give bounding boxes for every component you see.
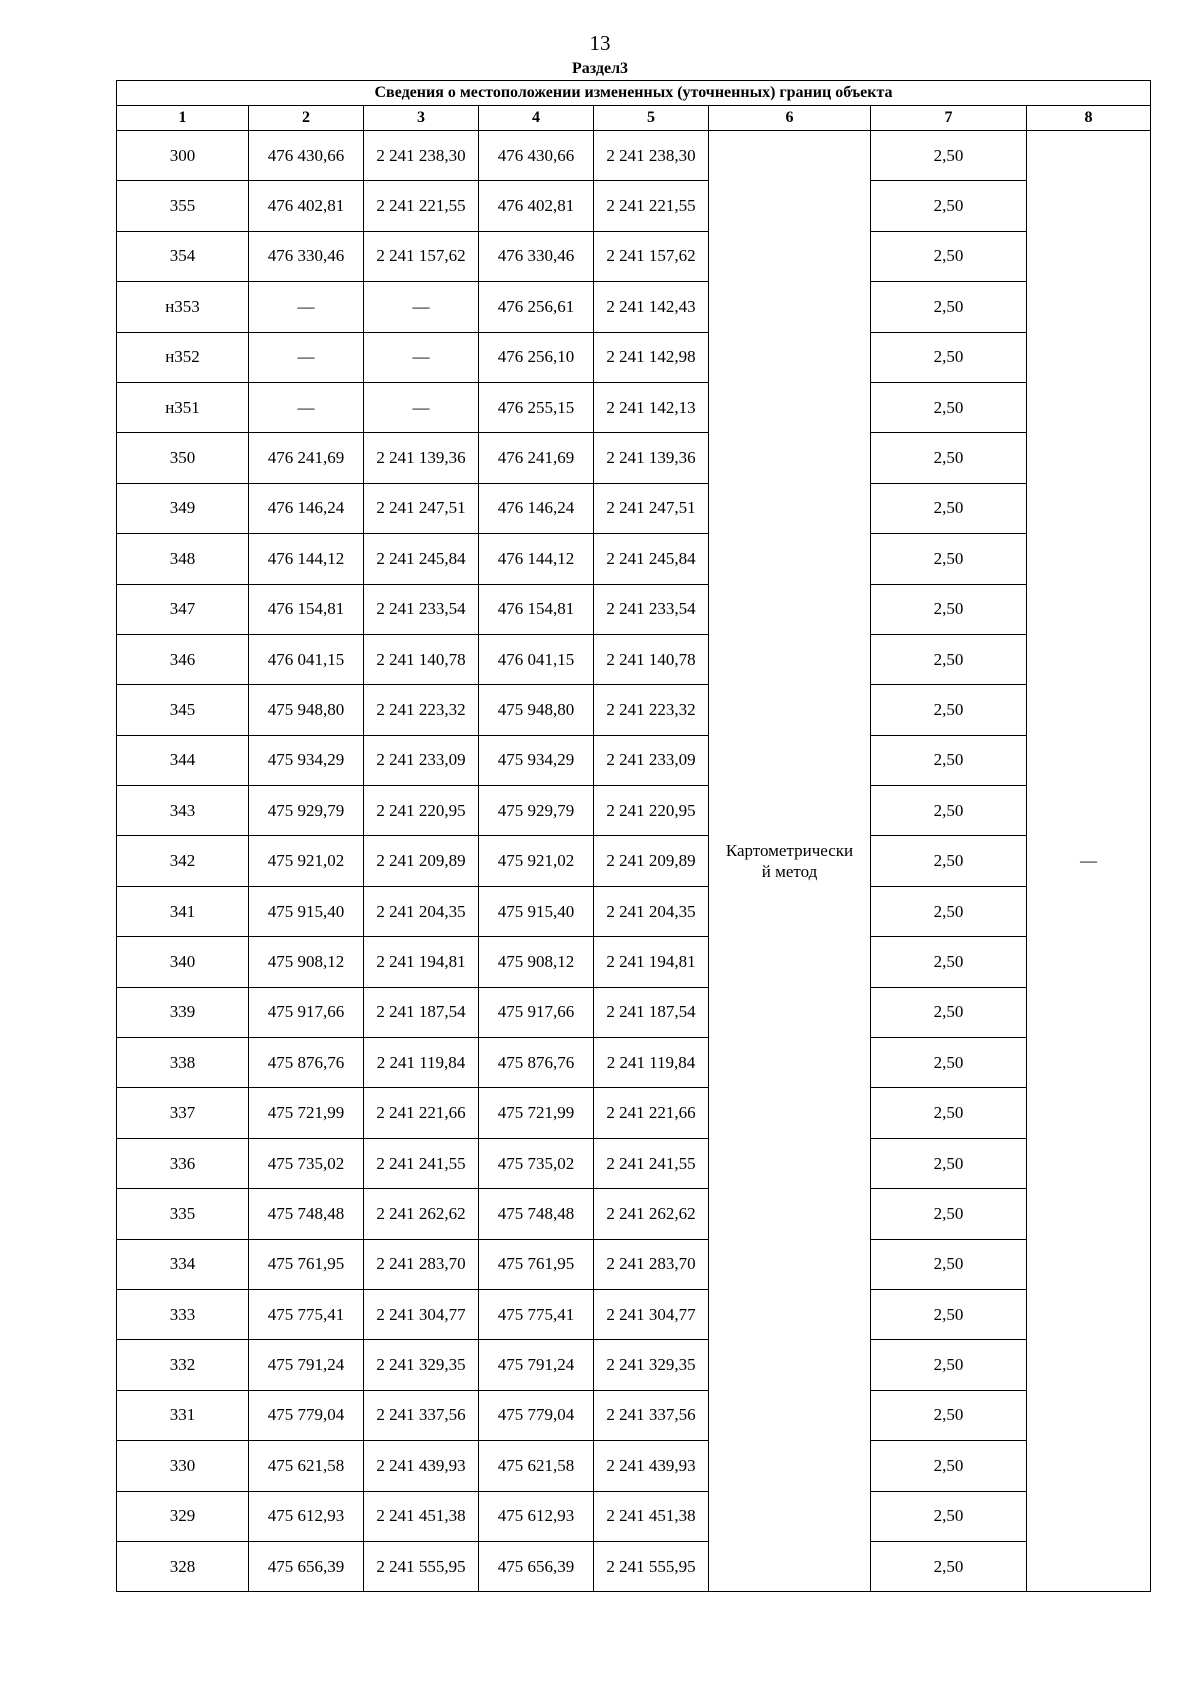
new-y-cell: 2 241 119,84 (594, 1038, 709, 1088)
table-title: Сведения о местоположении измененных (уточненных) границ объекта (117, 81, 1151, 106)
new-y-cell: 2 241 220,95 (594, 786, 709, 836)
table-body (117, 131, 1151, 1592)
new-x-cell: 475 876,76 (479, 1038, 594, 1088)
table-row (117, 987, 1151, 1037)
new-x-cell: 476 041,15 (479, 634, 594, 684)
new-y-cell: 2 241 304,77 (594, 1289, 709, 1339)
new-x-cell: 475 775,41 (479, 1289, 594, 1339)
old-x-cell: — (249, 282, 364, 332)
table-row (117, 382, 1151, 432)
point-number-cell: 344 (117, 735, 249, 785)
new-x-cell: 476 430,66 (479, 131, 594, 181)
point-number-cell: 334 (117, 1239, 249, 1289)
new-x-cell: 475 908,12 (479, 937, 594, 987)
new-x-cell: 475 612,93 (479, 1491, 594, 1541)
table-row (117, 332, 1151, 382)
new-y-cell: 2 241 329,35 (594, 1340, 709, 1390)
method-cell (709, 131, 871, 1592)
old-y-cell: 2 241 223,32 (364, 685, 479, 735)
accuracy-cell: 2,50 (871, 1088, 1027, 1138)
new-x-cell: 475 761,95 (479, 1239, 594, 1289)
table-row (117, 1138, 1151, 1188)
old-y-cell: 2 241 140,78 (364, 634, 479, 684)
new-y-cell: 2 241 555,95 (594, 1541, 709, 1591)
accuracy-cell: 2,50 (871, 735, 1027, 785)
new-y-cell: 2 241 157,62 (594, 231, 709, 281)
new-y-cell: 2 241 245,84 (594, 534, 709, 584)
column-header-1: 1 (117, 106, 249, 131)
accuracy-cell: 2,50 (871, 332, 1027, 382)
table-row (117, 1491, 1151, 1541)
accuracy-cell: 2,50 (871, 433, 1027, 483)
new-x-cell: 475 621,58 (479, 1441, 594, 1491)
point-number-cell: 342 (117, 836, 249, 886)
old-x-cell: 475 876,76 (249, 1038, 364, 1088)
point-number-cell: 355 (117, 181, 249, 231)
new-y-cell: 2 241 139,36 (594, 433, 709, 483)
old-y-cell: 2 241 221,66 (364, 1088, 479, 1138)
new-y-cell: 2 241 187,54 (594, 987, 709, 1037)
old-y-cell: 2 241 220,95 (364, 786, 479, 836)
new-x-cell: 475 721,99 (479, 1088, 594, 1138)
old-x-cell: 476 402,81 (249, 181, 364, 231)
table-row (117, 1541, 1151, 1591)
accuracy-cell: 2,50 (871, 1289, 1027, 1339)
old-y-cell: 2 241 233,54 (364, 584, 479, 634)
accuracy-cell: 2,50 (871, 1189, 1027, 1239)
old-x-cell: 475 748,48 (249, 1189, 364, 1239)
old-x-cell: 475 775,41 (249, 1289, 364, 1339)
table-row (117, 1038, 1151, 1088)
new-x-cell: 476 256,61 (479, 282, 594, 332)
accuracy-cell: 2,50 (871, 685, 1027, 735)
old-x-cell: 475 779,04 (249, 1390, 364, 1440)
accuracy-cell: 2,50 (871, 584, 1027, 634)
new-y-cell: 2 241 204,35 (594, 886, 709, 936)
old-x-cell: 475 721,99 (249, 1088, 364, 1138)
point-number-cell: 329 (117, 1491, 249, 1541)
point-number-cell: 341 (117, 886, 249, 936)
old-x-cell: 475 929,79 (249, 786, 364, 836)
accuracy-cell: 2,50 (871, 131, 1027, 181)
accuracy-cell: 2,50 (871, 836, 1027, 886)
old-y-cell: 2 241 337,56 (364, 1390, 479, 1440)
old-y-cell: 2 241 439,93 (364, 1441, 479, 1491)
accuracy-cell: 2,50 (871, 382, 1027, 432)
old-x-cell: 475 948,80 (249, 685, 364, 735)
point-number-cell: 340 (117, 937, 249, 987)
table-row (117, 231, 1151, 281)
accuracy-cell: 2,50 (871, 483, 1027, 533)
old-x-cell: 476 144,12 (249, 534, 364, 584)
page-number: 13 (589, 31, 611, 55)
new-x-cell: 476 146,24 (479, 483, 594, 533)
old-x-cell: 476 041,15 (249, 634, 364, 684)
table-row (117, 786, 1151, 836)
old-x-cell: 475 656,39 (249, 1541, 364, 1591)
accuracy-cell: 2,50 (871, 1491, 1027, 1541)
old-x-cell: — (249, 332, 364, 382)
point-number-cell: 338 (117, 1038, 249, 1088)
column-header-7: 7 (871, 106, 1027, 131)
method-line-1: Картометрически (725, 841, 854, 861)
old-x-cell: — (249, 382, 364, 432)
point-number-cell: 350 (117, 433, 249, 483)
table-row (117, 1289, 1151, 1339)
new-x-cell: 475 748,48 (479, 1189, 594, 1239)
new-x-cell: 475 948,80 (479, 685, 594, 735)
column-8-cell: — (1027, 131, 1151, 1592)
new-x-cell: 475 934,29 (479, 735, 594, 785)
accuracy-cell: 2,50 (871, 1038, 1027, 1088)
accuracy-cell: 2,50 (871, 1541, 1027, 1591)
accuracy-cell: 2,50 (871, 181, 1027, 231)
old-y-cell: 2 241 194,81 (364, 937, 479, 987)
table-row (117, 685, 1151, 735)
new-y-cell: 2 241 283,70 (594, 1239, 709, 1289)
old-x-cell: 476 241,69 (249, 433, 364, 483)
point-number-cell: 348 (117, 534, 249, 584)
new-x-cell: 476 241,69 (479, 433, 594, 483)
accuracy-cell: 2,50 (871, 786, 1027, 836)
new-y-cell: 2 241 194,81 (594, 937, 709, 987)
new-x-cell: 476 330,46 (479, 231, 594, 281)
table-row (117, 433, 1151, 483)
old-y-cell: 2 241 262,62 (364, 1189, 479, 1239)
old-y-cell: 2 241 247,51 (364, 483, 479, 533)
old-x-cell: 476 330,46 (249, 231, 364, 281)
accuracy-cell: 2,50 (871, 1138, 1027, 1188)
column-header-5: 5 (594, 106, 709, 131)
point-number-cell: 337 (117, 1088, 249, 1138)
new-y-cell: 2 241 238,30 (594, 131, 709, 181)
column-header-2: 2 (249, 106, 364, 131)
old-y-cell: 2 241 283,70 (364, 1239, 479, 1289)
accuracy-cell: 2,50 (871, 1441, 1027, 1491)
point-number-cell: 354 (117, 231, 249, 281)
point-number-cell: н351 (117, 382, 249, 432)
column-header-3: 3 (364, 106, 479, 131)
new-y-cell: 2 241 142,98 (594, 332, 709, 382)
table-row (117, 634, 1151, 684)
old-y-cell: 2 241 187,54 (364, 987, 479, 1037)
accuracy-cell: 2,50 (871, 231, 1027, 281)
accuracy-cell: 2,50 (871, 634, 1027, 684)
accuracy-cell: 2,50 (871, 282, 1027, 332)
section-title: Раздел3 (571, 60, 629, 77)
old-x-cell: 475 791,24 (249, 1340, 364, 1390)
table-row (117, 1239, 1151, 1289)
new-y-cell: 2 241 142,43 (594, 282, 709, 332)
new-y-cell: 2 241 262,62 (594, 1189, 709, 1239)
new-x-cell: 476 154,81 (479, 584, 594, 634)
new-y-cell: 2 241 140,78 (594, 634, 709, 684)
new-x-cell: 475 929,79 (479, 786, 594, 836)
new-y-cell: 2 241 241,55 (594, 1138, 709, 1188)
old-y-cell: 2 241 233,09 (364, 735, 479, 785)
new-y-cell: 2 241 223,32 (594, 685, 709, 735)
accuracy-cell: 2,50 (871, 937, 1027, 987)
old-y-cell: 2 241 238,30 (364, 131, 479, 181)
old-y-cell: 2 241 209,89 (364, 836, 479, 886)
accuracy-cell: 2,50 (871, 1390, 1027, 1440)
table-row (117, 886, 1151, 936)
column-header-6: 6 (709, 106, 871, 131)
column-header-8: 8 (1027, 106, 1151, 131)
new-y-cell: 2 241 142,13 (594, 382, 709, 432)
accuracy-cell: 2,50 (871, 1239, 1027, 1289)
old-y-cell: — (364, 332, 479, 382)
column-header-4: 4 (479, 106, 594, 131)
table-row (117, 534, 1151, 584)
point-number-cell: 346 (117, 634, 249, 684)
old-y-cell: 2 241 555,95 (364, 1541, 479, 1591)
table-row (117, 584, 1151, 634)
point-number-cell: 330 (117, 1441, 249, 1491)
old-y-cell: — (364, 382, 479, 432)
table-row (117, 181, 1151, 231)
table-row (117, 1390, 1151, 1440)
point-number-cell: 331 (117, 1390, 249, 1440)
old-x-cell: 475 921,02 (249, 836, 364, 886)
new-x-cell: 475 735,02 (479, 1138, 594, 1188)
new-y-cell: 2 241 221,55 (594, 181, 709, 231)
point-number-cell: 328 (117, 1541, 249, 1591)
old-x-cell: 475 915,40 (249, 886, 364, 936)
old-x-cell: 475 735,02 (249, 1138, 364, 1188)
new-x-cell: 475 921,02 (479, 836, 594, 886)
table-row (117, 1088, 1151, 1138)
table-row (117, 937, 1151, 987)
old-x-cell: 476 146,24 (249, 483, 364, 533)
new-x-cell: 476 256,10 (479, 332, 594, 382)
old-x-cell: 476 154,81 (249, 584, 364, 634)
accuracy-cell: 2,50 (871, 1340, 1027, 1390)
old-y-cell: 2 241 157,62 (364, 231, 479, 281)
point-number-cell: 333 (117, 1289, 249, 1339)
old-y-cell: 2 241 119,84 (364, 1038, 479, 1088)
point-number-cell: н352 (117, 332, 249, 382)
old-y-cell: — (364, 282, 479, 332)
point-number-cell: 343 (117, 786, 249, 836)
old-y-cell: 2 241 241,55 (364, 1138, 479, 1188)
new-y-cell: 2 241 221,66 (594, 1088, 709, 1138)
new-x-cell: 475 791,24 (479, 1340, 594, 1390)
accuracy-cell: 2,50 (871, 987, 1027, 1037)
point-number-cell: 345 (117, 685, 249, 735)
point-number-cell: 339 (117, 987, 249, 1037)
new-x-cell: 475 917,66 (479, 987, 594, 1037)
table-row (117, 1189, 1151, 1239)
old-y-cell: 2 241 204,35 (364, 886, 479, 936)
old-y-cell: 2 241 451,38 (364, 1491, 479, 1541)
new-y-cell: 2 241 233,09 (594, 735, 709, 785)
table-row (117, 282, 1151, 332)
new-x-cell: 475 779,04 (479, 1390, 594, 1440)
old-x-cell: 475 612,93 (249, 1491, 364, 1541)
new-x-cell: 476 144,12 (479, 534, 594, 584)
new-x-cell: 476 402,81 (479, 181, 594, 231)
table-row (117, 1340, 1151, 1390)
new-x-cell: 475 915,40 (479, 886, 594, 936)
new-y-cell: 2 241 233,54 (594, 584, 709, 634)
table-row (117, 836, 1151, 886)
new-y-cell: 2 241 439,93 (594, 1441, 709, 1491)
old-x-cell: 475 621,58 (249, 1441, 364, 1491)
old-y-cell: 2 241 304,77 (364, 1289, 479, 1339)
old-x-cell: 475 917,66 (249, 987, 364, 1037)
table-row (117, 1441, 1151, 1491)
old-y-cell: 2 241 329,35 (364, 1340, 479, 1390)
accuracy-cell: 2,50 (871, 886, 1027, 936)
old-y-cell: 2 241 245,84 (364, 534, 479, 584)
method-line-2: й метод (761, 862, 818, 882)
old-y-cell: 2 241 139,36 (364, 433, 479, 483)
old-y-cell: 2 241 221,55 (364, 181, 479, 231)
point-number-cell: 349 (117, 483, 249, 533)
boundary-coordinates-table (116, 80, 1151, 1592)
point-number-cell: 332 (117, 1340, 249, 1390)
old-x-cell: 475 761,95 (249, 1239, 364, 1289)
table-row (117, 131, 1151, 181)
table-row (117, 735, 1151, 785)
table-row (117, 483, 1151, 533)
new-y-cell: 2 241 337,56 (594, 1390, 709, 1440)
old-x-cell: 475 908,12 (249, 937, 364, 987)
new-y-cell: 2 241 247,51 (594, 483, 709, 533)
point-number-cell: 300 (117, 131, 249, 181)
point-number-cell: 335 (117, 1189, 249, 1239)
new-y-cell: 2 241 209,89 (594, 836, 709, 886)
point-number-cell: н353 (117, 282, 249, 332)
point-number-cell: 347 (117, 584, 249, 634)
point-number-cell: 336 (117, 1138, 249, 1188)
old-x-cell: 476 430,66 (249, 131, 364, 181)
new-x-cell: 475 656,39 (479, 1541, 594, 1591)
new-y-cell: 2 241 451,38 (594, 1491, 709, 1541)
new-x-cell: 476 255,15 (479, 382, 594, 432)
accuracy-cell: 2,50 (871, 534, 1027, 584)
old-x-cell: 475 934,29 (249, 735, 364, 785)
